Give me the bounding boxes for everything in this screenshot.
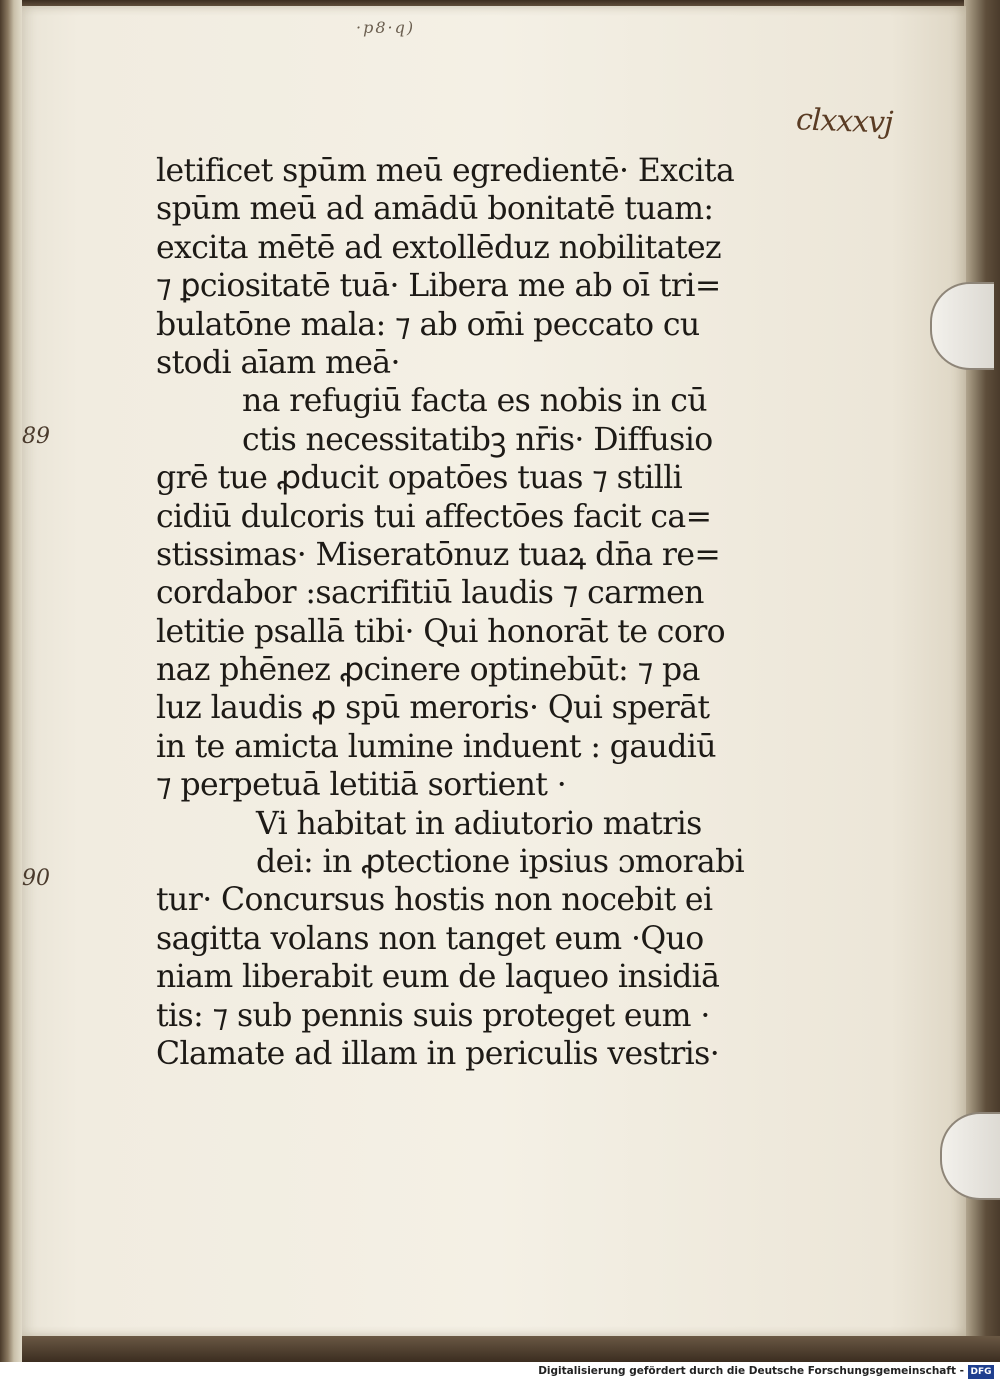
margin-number: 89 xyxy=(22,424,50,449)
clasp-tab-upper xyxy=(930,282,994,370)
text-line: ⁊ ꝑciositatē tuā· Libera me ab oī tri= xyxy=(156,268,721,305)
text-line: stodi aīam meā· xyxy=(156,344,400,381)
text-line: in te amicta lumine induent : gaudiū xyxy=(156,728,716,765)
text-line: cordabor :sacrifitiū laudis ⁊ carmen xyxy=(156,575,704,612)
text-line: niam liberabit eum de laqueo insidiā xyxy=(156,959,720,996)
text-line: bulatōne mala: ⁊ ab om̄i peccato cu xyxy=(156,306,700,343)
footer-bar xyxy=(0,1362,1000,1383)
text-line: sagitta volans non tanget eum ·Quo xyxy=(156,920,704,957)
text-line: letitie psallā tibi· Qui honorāt te coro xyxy=(156,613,726,650)
text-line: Clamate ad illam in periculis vestris· xyxy=(156,1035,720,1072)
text-line: tur· Concursus hostis non nocebit ei xyxy=(156,882,713,919)
text-line: letificet spūm meū egredientē· Excita xyxy=(156,153,735,189)
margin-number: 90 xyxy=(22,866,50,891)
text-line: excita mētē ad extollēduz nobilitatez xyxy=(156,229,722,266)
text-line: naz phēnez ꝓcinere optinebūt: ⁊ pa xyxy=(156,652,700,689)
main-text-block xyxy=(156,152,776,1073)
text-line: luz laudis ꝓ spū meroris· Qui sperāt xyxy=(156,690,710,727)
funding-credit: Digitalisierung gefördert durch die Deutsche Forschungsgemeinschaft - xyxy=(538,1365,964,1377)
text-line: dei: in ꝓtectione ipsius ɔmorabi xyxy=(256,844,745,881)
page-gutter xyxy=(0,0,22,1362)
text-line: stissimas· Miseratōnuz tuaꝝ dn̄a re= xyxy=(156,536,721,573)
text-line: spūm meū ad amādū bonitatē tuam: xyxy=(156,191,714,228)
text-line: tis: ⁊ sub pennis suis proteget eum · xyxy=(156,997,710,1034)
text-line: na refugiū facta es nobis in cū xyxy=(242,383,707,420)
text-line: grē tue ꝓducit opatōes tuas ⁊ stilli xyxy=(156,460,683,497)
text-line: cidiū dulcoris tui affectōes facit ca= xyxy=(156,498,712,535)
dfg-logo-icon: DFG xyxy=(968,1365,994,1379)
folio-number: clxxxvj xyxy=(795,102,893,141)
text-line: ⁊ perpetuā letitiā sortient · xyxy=(156,767,567,804)
binding-bottom-edge xyxy=(0,1336,1000,1362)
signature-mark: ·p8·q) xyxy=(356,18,416,37)
text-line: ctis necessitatibꝫ nr̄is· Diffusio xyxy=(242,421,713,458)
text-line: Vi habitat in adiutorio matris xyxy=(256,805,702,842)
